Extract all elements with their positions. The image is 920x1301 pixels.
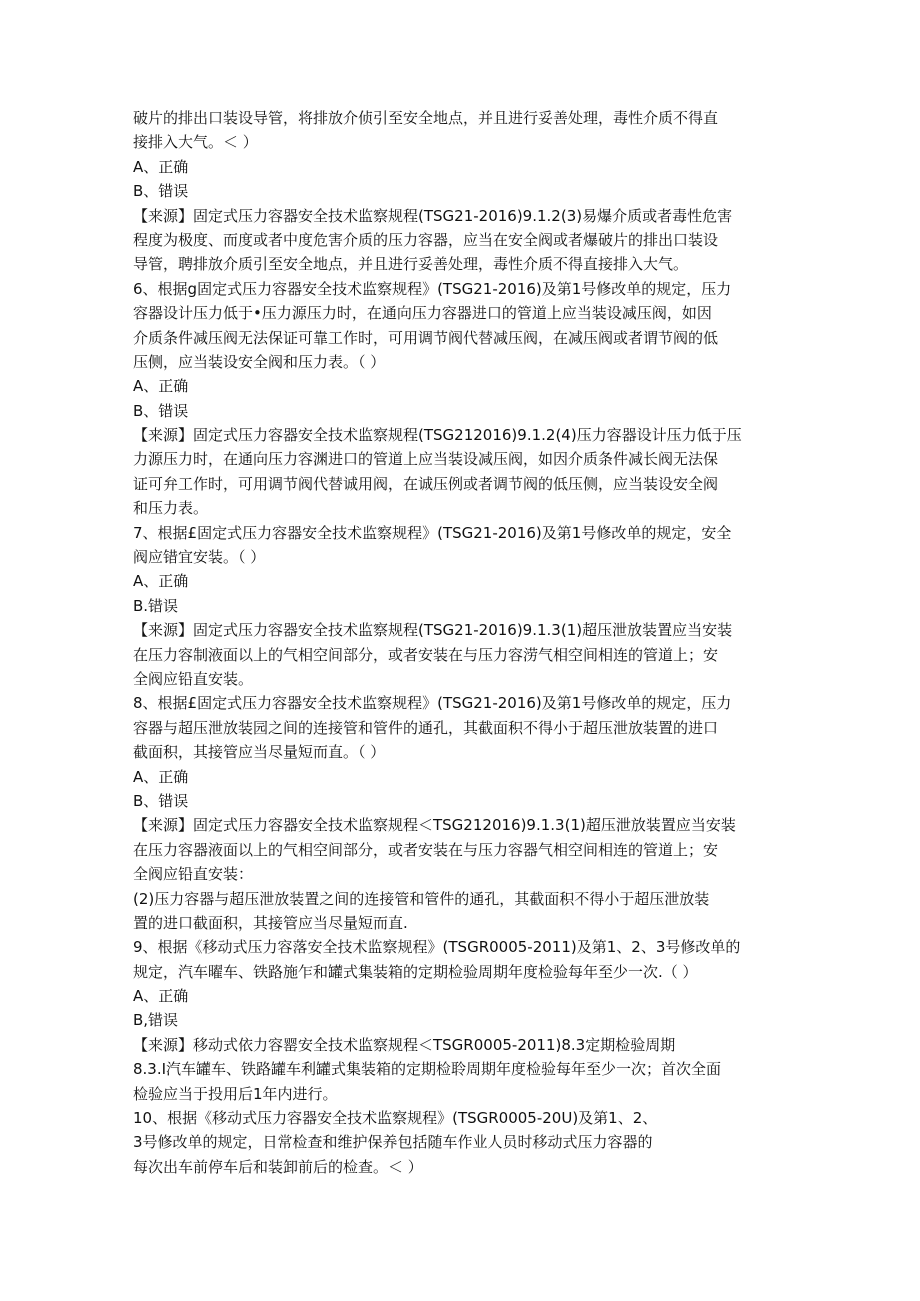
q6-source-line-1: 【来源】固定式压力容器安全技术监察规程(TSG212016)9.1.2(4)压力容器设计压力低于压 bbox=[133, 426, 742, 445]
q7-source-line-3: 全阀应铅直安装。 bbox=[133, 669, 254, 688]
q8-option-b: B、错误 bbox=[133, 791, 189, 810]
q6-text-line-3: 介质条件减压阀无法保证可靠工作时，可用调节阀代替减压阀，在减压阀或者谓节阀的低 bbox=[133, 328, 719, 347]
q5-source-line-3: 导管，聘排放介质引至安全地点，并且进行妥善处理，毒性介质不得直接排入大气。 bbox=[133, 255, 689, 274]
q9-text-line-2: 规定，汽车曜车、铁路施乍和罐式集装箱的定期检验周期年度检验每年至少一次.（ ） bbox=[133, 962, 698, 981]
q6-text-line-1: 6、根据g固定式压力容器安全技术监察规程》(TSG21-2016)及第1号修改单的规定，压力 bbox=[133, 279, 732, 298]
q7-source-line-2: 在压力容制液面以上的气相空间部分，或者安装在与压力容涝气相空间相连的管道上；安 bbox=[133, 645, 719, 664]
q9-source-line-1: 【来源】移动式依力容罂安全技术监察规程＜TSGR0005-2011)8.3定期检验周期 bbox=[133, 1035, 676, 1054]
q5-source-line-1: 【来源】固定式压力容器安全技术监察规程(TSG21-2016)9.1.2(3)易爆介质或者毒性危害 bbox=[133, 206, 733, 225]
q7-text-line-2: 阀应错宜安装。（ ） bbox=[133, 548, 266, 567]
q9-option-a: A、正确 bbox=[133, 987, 189, 1006]
q8-text-line-3: 截面积，其接管应当尽量短而直。（ ） bbox=[133, 743, 386, 762]
q6-source-line-3: 证可弁工作时，可用调节阀代替诚用阀，在诚压例或者调节阀的低压侧，应当装设安全阀 bbox=[133, 474, 719, 493]
q5-text-line-1: 破片的排出口装设导管，将排放介侦引至安全地点，并且进行妥善处理，毒性介质不得直 bbox=[133, 109, 719, 127]
q10-text-line-2: 3号修改单的规定，日常检查和维护保养包括随车作业人员时移动式压力容器的 bbox=[133, 1133, 653, 1152]
q9-text-line-1: 9、根据《移动式压力容落安全技术监察规程》(TSGR0005-2011)及第1、2、3号修改单的 bbox=[133, 938, 741, 957]
q6-text-line-2: 容器设计压力低于•压力源压力时，在通向压力容器进口的管道上应当装设减压阀，如因 bbox=[133, 304, 712, 323]
q6-option-b: B、错误 bbox=[133, 401, 189, 420]
q6-source-line-4: 和压力表。 bbox=[133, 499, 209, 518]
q5-source-line-2: 程度为极度、而度或者中度危害介质的压力容器，应当在安全阀或者爆破片的排出口装设 bbox=[133, 230, 719, 249]
q8-source-line-2: 在压力容器液面以上的气相空间部分，或者安装在与压力容器气相空间相连的管道上；安 bbox=[133, 840, 719, 859]
q5-option-b: B、错误 bbox=[133, 182, 189, 201]
q8-source-line-3: 全阀应铅直安装： bbox=[133, 865, 254, 884]
q7-option-a: A、正确 bbox=[133, 572, 189, 591]
q9-source-line-3: 检验应当于投用后1年内进行。 bbox=[133, 1084, 338, 1103]
q8-option-a: A、正确 bbox=[133, 767, 189, 786]
q7-source-line-1: 【来源】固定式压力容器安全技术监察规程(TSG21-2016)9.1.3(1)超压泄放装置应当安装 bbox=[133, 621, 733, 640]
document-body bbox=[133, 106, 793, 1179]
q5-option-a: A、正确 bbox=[133, 157, 189, 176]
q10-text-line-3: 每次出车前停车后和装卸前后的检查。＜ ） bbox=[133, 1157, 423, 1176]
q6-text-line-4: 压侧，应当装设安全阀和压力表。（ ） bbox=[133, 352, 386, 371]
q9-option-b: B,错误 bbox=[133, 1011, 179, 1030]
q7-option-b: B.错误 bbox=[133, 596, 179, 615]
q8-source-line-1: 【来源】固定式压力容器安全技术监察规程＜TSG212016)9.1.3(1)超压泄放装置应当安装 bbox=[133, 816, 736, 835]
q6-option-a: A、正确 bbox=[133, 377, 189, 396]
q5-text-line-2: 接排入大气。＜ ） bbox=[133, 133, 258, 152]
q8-text-line-2: 容器与超压泄放装园之间的连接管和管件的通孔，其截面积不得小于超压泄放装置的进口 bbox=[133, 718, 719, 737]
q8-source-line-5: 置的进口截面积，其接管应当尽量短而直. bbox=[133, 913, 408, 932]
q8-source-line-4: (2)压力容器与超压泄放装置之间的连接管和管件的通孔，其截面积不得小于超压泄放装 bbox=[133, 889, 710, 908]
q8-text-line-1: 8、根据£固定式压力容器安全技术监察规程》(TSG21-2016)及第1号修改单的规定，压力 bbox=[133, 694, 732, 713]
q6-source-line-2: 力源压力时，在通向压力容渊进口的管道上应当装设减压阀，如因介质条件减长阀无法保 bbox=[133, 450, 719, 469]
q7-text-line-1: 7、根据£固定式压力容器安全技术监察规程》(TSG21-2016)及第1号修改单的规定，安全 bbox=[133, 523, 732, 542]
q10-text-line-1: 10、根据《移动式压力容器安全技术监察规程》(TSGR0005-20U)及第1、2、 bbox=[133, 1109, 658, 1128]
q9-source-line-2: 8.3.I汽车罐车、铁路罐车利罐式集装箱的定期检聆周期年度检验每年至少一次；首次全面 bbox=[133, 1060, 722, 1079]
